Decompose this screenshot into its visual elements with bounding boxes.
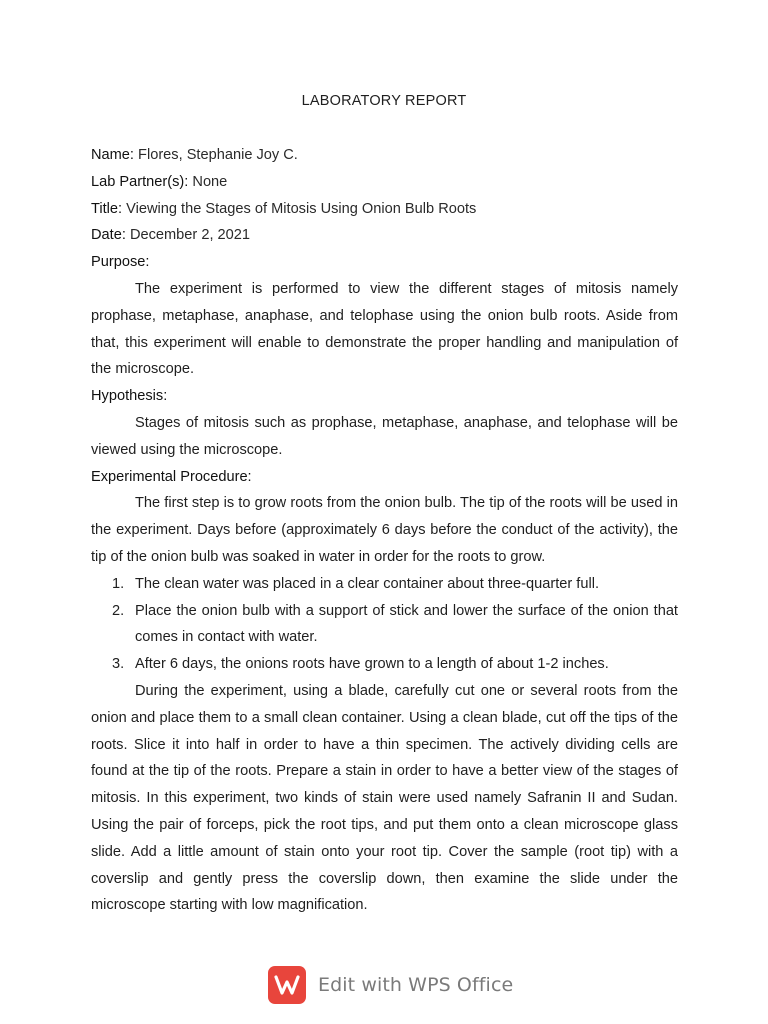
procedure-body-paragraph: During the experiment, using a blade, carefully cut one or several roots from the onion and place them to a small clean container. Using a clean blade, cut off the tips of the roots. Slice it into half in order to have a thin specimen. The actively dividing cells are found at the tip of the roots. Prepare a stain in order to have a better view of the stages of mitosis. In this experiment, two kinds of stain were used namely Safranin II and Sudan. Using the pair of forceps, pick the root tips, and put them onto a clean microscope glass slide. Add a little amount of stain onto your root tip. Cover the sample (root tip) with a coverslip and gently press the coverslip down, then examine the slide under the microscope starting with low magnification.	[91, 682, 678, 914]
step-number: 1.	[112, 575, 125, 592]
list-item	[91, 571, 678, 598]
purpose-paragraph: The experiment is performed to view the different stages of mitosis namely prophase, metaphase, anaphase, and telophase using the onion bulb roots. Aside from that, this experiment will enable to demonstrate the proper handling and manipulation of the microscope.	[91, 280, 678, 378]
title-field	[91, 196, 678, 223]
date-field	[91, 222, 678, 249]
purpose-heading: Purpose:	[91, 254, 150, 271]
hypothesis-heading: Hypothesis:	[91, 388, 168, 405]
date-value: December 2, 2021	[129, 227, 251, 244]
step-text: Place the onion bulb with a support of stick and lower the surface of the onion that comes in contact with water.	[135, 602, 678, 646]
procedure-intro-paragraph: The first step is to grow roots from the onion bulb. The tip of the roots will be used in the experiment. Days before (approximately 6 days before the conduct of the activity), the tip of the onion bulb was soaked in water in order for the roots to grow.	[91, 495, 678, 565]
name-value: Flores, Stephanie Joy C.	[138, 147, 298, 163]
wps-edit-banner[interactable]	[268, 965, 513, 1005]
name-field	[91, 142, 678, 169]
procedure-steps-list	[91, 571, 678, 678]
step-text: After 6 days, the onions roots have grown to a length of about 1-2 inches.	[135, 656, 609, 673]
date-label: Date:	[91, 227, 126, 244]
wps-office-logo-icon	[268, 966, 306, 1004]
lab-partner-value: None	[192, 173, 228, 190]
step-number: 2.	[112, 602, 125, 619]
document-body	[91, 142, 678, 919]
hypothesis-paragraph: Stages of mitosis such as prophase, metaphase, anaphase, and telophase will be viewed using the microscope.	[91, 414, 678, 458]
wps-edit-text[interactable]: Edit with WPS Office	[318, 974, 514, 996]
title-value: Viewing the Stages of Mitosis Using Onion Bulb Roots	[126, 200, 477, 217]
step-number: 3.	[112, 656, 125, 673]
procedure-heading: Experimental Procedure:	[91, 468, 252, 485]
list-item	[91, 598, 678, 652]
lab-partner-label: Lab Partner(s):	[91, 173, 189, 190]
list-item	[91, 651, 678, 678]
document-title: LABORATORY REPORT	[301, 93, 467, 109]
name-label: Name:	[91, 147, 134, 163]
lab-partner-field	[91, 169, 678, 196]
title-label: Title:	[91, 200, 123, 217]
step-text: The clean water was placed in a clear container about three-quarter full.	[135, 575, 600, 592]
